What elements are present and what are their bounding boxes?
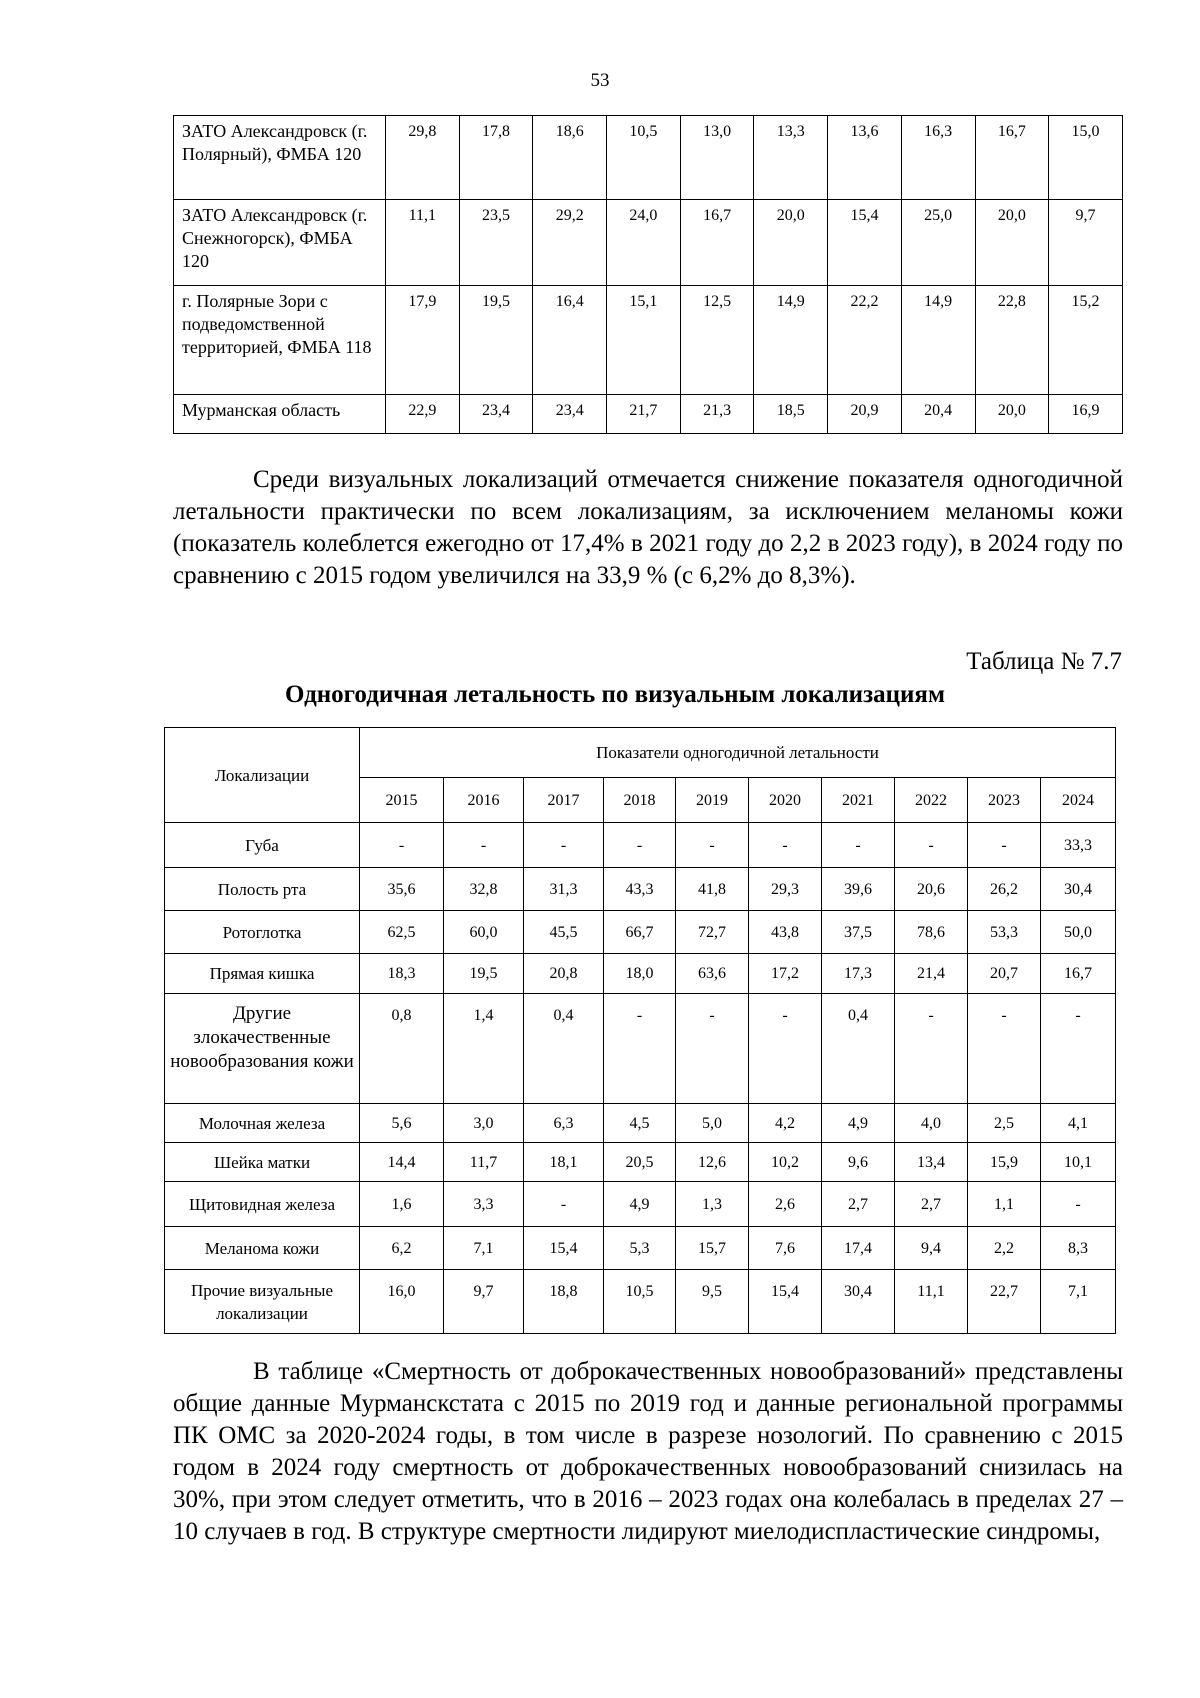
table-cell: 9,5 — [676, 1270, 749, 1334]
table-cell: - — [1041, 1182, 1116, 1227]
paragraph-visual-localizations — [173, 464, 1123, 592]
table-cell: - — [676, 823, 749, 868]
table-cell: 10,5 — [604, 1270, 676, 1334]
year-header: 2019 — [676, 778, 749, 823]
table-cell: 11,1 — [386, 200, 460, 286]
year-header: 2023 — [968, 778, 1041, 823]
regional-lethality-table — [173, 115, 1123, 434]
table-cell: 17,3 — [822, 954, 895, 994]
paragraph-text: В таблице «Смертность от доброкачественных новообразований» представлены общие данные Мурманскстата с 2015 по 2019 год и данные региональной программы ПК ОМС за 2020-2024 годы, в том числе в разрезе нозологий. По сравнению с 2015 годом в 2024 году смертность от доброкачественных новообразований снизилась на 30%, при этом следует отметить, что в 2016 – 2023 годах она колебалась в пределах 27 – 10 случаев в год. В структуре смертности лидируют миелодиспластические синдромы, — [173, 1358, 1123, 1545]
table-cell: 2,6 — [749, 1182, 822, 1227]
table-cell: 15,2 — [1049, 286, 1123, 395]
table-cell: 66,7 — [604, 911, 676, 954]
table-cell: 22,2 — [828, 286, 902, 395]
table-cell: 16,7 — [680, 200, 754, 286]
table-cell: 3,3 — [444, 1182, 524, 1227]
table-cell: 18,0 — [604, 954, 676, 994]
visual-localization-lethality-table — [164, 727, 1116, 1334]
table-cell: 2,2 — [968, 1227, 1041, 1270]
header-localization: Локализации — [165, 728, 360, 823]
header-indicators: Показатели одногодичной летальности — [360, 728, 1116, 778]
table-cell: 72,7 — [676, 911, 749, 954]
table-cell: 4,1 — [1041, 1104, 1116, 1143]
table-cell: 18,8 — [524, 1270, 604, 1334]
table-cell: - — [895, 823, 968, 868]
table-cell: 11,1 — [895, 1270, 968, 1334]
table-cell: 16,7 — [1041, 954, 1116, 994]
table-row — [165, 1143, 1116, 1182]
table-cell: 5,6 — [360, 1104, 444, 1143]
table-cell: 4,5 — [604, 1104, 676, 1143]
row-label: Прочие визуальные локализации — [165, 1270, 360, 1334]
table-cell: 4,2 — [749, 1104, 822, 1143]
table-row — [165, 994, 1116, 1104]
row-label: Щитовидная железа — [165, 1182, 360, 1227]
table-cell: 21,3 — [680, 395, 754, 434]
table-cell: 0,4 — [524, 994, 604, 1104]
row-label: Шейка матки — [165, 1143, 360, 1182]
table-cell: 16,3 — [901, 116, 975, 200]
year-header: 2018 — [604, 778, 676, 823]
table-row — [165, 954, 1116, 994]
table-cell: 15,4 — [749, 1270, 822, 1334]
table-row — [165, 911, 1116, 954]
table-cell: 4,9 — [822, 1104, 895, 1143]
table-cell: 23,5 — [459, 200, 533, 286]
table-cell: 39,6 — [822, 868, 895, 911]
table-cell: 50,0 — [1041, 911, 1116, 954]
table-cell: 31,3 — [524, 868, 604, 911]
table-cell: 18,3 — [360, 954, 444, 994]
table-row — [174, 395, 1123, 434]
table-cell: 15,7 — [676, 1227, 749, 1270]
page-number: 53 — [590, 70, 610, 91]
row-label: Другие злокачественные новообразования кожи — [165, 994, 360, 1104]
table-cell: 12,5 — [680, 286, 754, 395]
paragraph-benign-mortality — [173, 1356, 1123, 1548]
table-cell: 13,6 — [828, 116, 902, 200]
table-cell: 4,9 — [604, 1182, 676, 1227]
table-cell: 25,0 — [901, 200, 975, 286]
table-cell: 20,9 — [828, 395, 902, 434]
table-cell: 33,3 — [1041, 823, 1116, 868]
table-cell: 35,6 — [360, 868, 444, 911]
table-cell: 30,4 — [1041, 868, 1116, 911]
table-cell: 23,4 — [459, 395, 533, 434]
table-cell: 7,6 — [749, 1227, 822, 1270]
table-row — [165, 1182, 1116, 1227]
table-cell: 15,0 — [1049, 116, 1123, 200]
table-cell: 22,9 — [386, 395, 460, 434]
table-cell: 16,7 — [975, 116, 1049, 200]
table-cell: 11,7 — [444, 1143, 524, 1182]
table-cell: 45,5 — [524, 911, 604, 954]
table-cell: 63,6 — [676, 954, 749, 994]
row-label: Губа — [165, 823, 360, 868]
table-cell: 15,9 — [968, 1143, 1041, 1182]
table-cell: 9,6 — [822, 1143, 895, 1182]
table-cell: - — [604, 994, 676, 1104]
table-cell: 2,7 — [822, 1182, 895, 1227]
table-cell: 20,5 — [604, 1143, 676, 1182]
table-cell: 1,6 — [360, 1182, 444, 1227]
table-cell: 10,2 — [749, 1143, 822, 1182]
table-cell: 8,3 — [1041, 1227, 1116, 1270]
table-cell: - — [968, 994, 1041, 1104]
table-cell: 30,4 — [822, 1270, 895, 1334]
table-cell: 19,5 — [444, 954, 524, 994]
table-cell: 21,7 — [607, 395, 681, 434]
row-label: Мурманская область — [174, 395, 386, 434]
table-row — [165, 868, 1116, 911]
table-cell: - — [1041, 994, 1116, 1104]
table-cell: - — [749, 823, 822, 868]
table-cell: 13,4 — [895, 1143, 968, 1182]
table-cell: 14,9 — [754, 286, 828, 395]
table-cell: 9,7 — [444, 1270, 524, 1334]
table-row — [174, 116, 1123, 200]
table-cell: 2,5 — [968, 1104, 1041, 1143]
table-cell: - — [360, 823, 444, 868]
table-cell: 20,0 — [975, 395, 1049, 434]
table-cell: 18,6 — [533, 116, 607, 200]
year-header: 2024 — [1041, 778, 1116, 823]
table-cell: - — [444, 823, 524, 868]
table-cell: 16,0 — [360, 1270, 444, 1334]
table-cell: 26,2 — [968, 868, 1041, 911]
table-cell: 10,1 — [1041, 1143, 1116, 1182]
row-label: ЗАТО Александровск (г. Снежногорск), ФМБА 120 — [174, 200, 386, 286]
year-header: 2015 — [360, 778, 444, 823]
table-cell: 1,1 — [968, 1182, 1041, 1227]
table-cell: 22,8 — [975, 286, 1049, 395]
table-cell: 37,5 — [822, 911, 895, 954]
table-cell: 43,3 — [604, 868, 676, 911]
year-header: 2020 — [749, 778, 822, 823]
table-title: Одногодичная летальность по визуальным локализациям — [285, 681, 945, 708]
table-cell: - — [676, 994, 749, 1104]
table-cell: 15,4 — [524, 1227, 604, 1270]
table-cell: 6,3 — [524, 1104, 604, 1143]
table-cell: - — [822, 823, 895, 868]
table-cell: 20,8 — [524, 954, 604, 994]
table-cell: 20,6 — [895, 868, 968, 911]
table-cell: 19,5 — [459, 286, 533, 395]
table-cell: 17,4 — [822, 1227, 895, 1270]
table-row — [174, 200, 1123, 286]
table-cell: 17,9 — [386, 286, 460, 395]
row-label: Меланома кожи — [165, 1227, 360, 1270]
table-cell: - — [968, 823, 1041, 868]
row-label: Прямая кишка — [165, 954, 360, 994]
row-label: Ротоглотка — [165, 911, 360, 954]
table-cell: - — [604, 823, 676, 868]
year-header: 2017 — [524, 778, 604, 823]
table-cell: 12,6 — [676, 1143, 749, 1182]
year-header: 2016 — [444, 778, 524, 823]
row-label: Полость рта — [165, 868, 360, 911]
table-row — [165, 1104, 1116, 1143]
table-cell: - — [895, 994, 968, 1104]
table-cell: 43,8 — [749, 911, 822, 954]
table-caption: Таблица № 7.7 — [966, 648, 1122, 675]
table-cell: 13,3 — [754, 116, 828, 200]
table-cell: 22,7 — [968, 1270, 1041, 1334]
table-cell: 18,1 — [524, 1143, 604, 1182]
table-cell: 9,4 — [895, 1227, 968, 1270]
table-cell: 60,0 — [444, 911, 524, 954]
table-cell: 13,0 — [680, 116, 754, 200]
table-cell: 1,3 — [676, 1182, 749, 1227]
table-cell: 0,4 — [822, 994, 895, 1104]
table-cell: 9,7 — [1049, 200, 1123, 286]
table-cell: 53,3 — [968, 911, 1041, 954]
table-cell: 23,4 — [533, 395, 607, 434]
row-label: ЗАТО Александровск (г. Полярный), ФМБА 120 — [174, 116, 386, 200]
table-header-row — [165, 728, 1116, 778]
table-cell: 78,6 — [895, 911, 968, 954]
table-cell: 29,8 — [386, 116, 460, 200]
table-row — [174, 286, 1123, 395]
table-cell: 5,3 — [604, 1227, 676, 1270]
table-cell: 16,4 — [533, 286, 607, 395]
table-cell: 20,0 — [754, 200, 828, 286]
table-cell: 20,7 — [968, 954, 1041, 994]
table-cell: 4,0 — [895, 1104, 968, 1143]
table-cell: 24,0 — [607, 200, 681, 286]
table-cell: - — [749, 994, 822, 1104]
table-cell: 17,8 — [459, 116, 533, 200]
table-cell: 2,7 — [895, 1182, 968, 1227]
table-cell: 6,2 — [360, 1227, 444, 1270]
table-cell: - — [524, 823, 604, 868]
year-header: 2022 — [895, 778, 968, 823]
table-cell: 1,4 — [444, 994, 524, 1104]
table-cell: 29,2 — [533, 200, 607, 286]
table-cell: 7,1 — [444, 1227, 524, 1270]
table-cell: 18,5 — [754, 395, 828, 434]
table-row — [165, 823, 1116, 868]
table-cell: 20,0 — [975, 200, 1049, 286]
table-cell: 20,4 — [901, 395, 975, 434]
table-cell: 62,5 — [360, 911, 444, 954]
table-row — [165, 1227, 1116, 1270]
table-cell: 14,4 — [360, 1143, 444, 1182]
row-label: Молочная железа — [165, 1104, 360, 1143]
table-cell: 15,4 — [828, 200, 902, 286]
paragraph-text: Среди визуальных локализаций отмечается снижение показателя одногодичной летальности практически по всем локализациям, за исключением меланомы кожи (показатель колеблется ежегодно от 17,4% в 2021 году до 2,2 в 2023 году), в 2024 году по сравнению с 2015 годом увеличился на 33,9 % (с 6,2% до 8,3%). — [173, 466, 1123, 589]
table-cell: 10,5 — [607, 116, 681, 200]
table-cell: 0,8 — [360, 994, 444, 1104]
table-cell: 5,0 — [676, 1104, 749, 1143]
table-row — [165, 1270, 1116, 1334]
table-cell: 7,1 — [1041, 1270, 1116, 1334]
table-cell: 32,8 — [444, 868, 524, 911]
row-label: г. Полярные Зори с подведомственной территорией, ФМБА 118 — [174, 286, 386, 395]
table-cell: 14,9 — [901, 286, 975, 395]
table-cell: 29,3 — [749, 868, 822, 911]
table-cell: 17,2 — [749, 954, 822, 994]
table-cell: 3,0 — [444, 1104, 524, 1143]
table-cell: 21,4 — [895, 954, 968, 994]
table-cell: - — [524, 1182, 604, 1227]
year-header: 2021 — [822, 778, 895, 823]
table-cell: 15,1 — [607, 286, 681, 395]
table-cell: 16,9 — [1049, 395, 1123, 434]
table-cell: 41,8 — [676, 868, 749, 911]
